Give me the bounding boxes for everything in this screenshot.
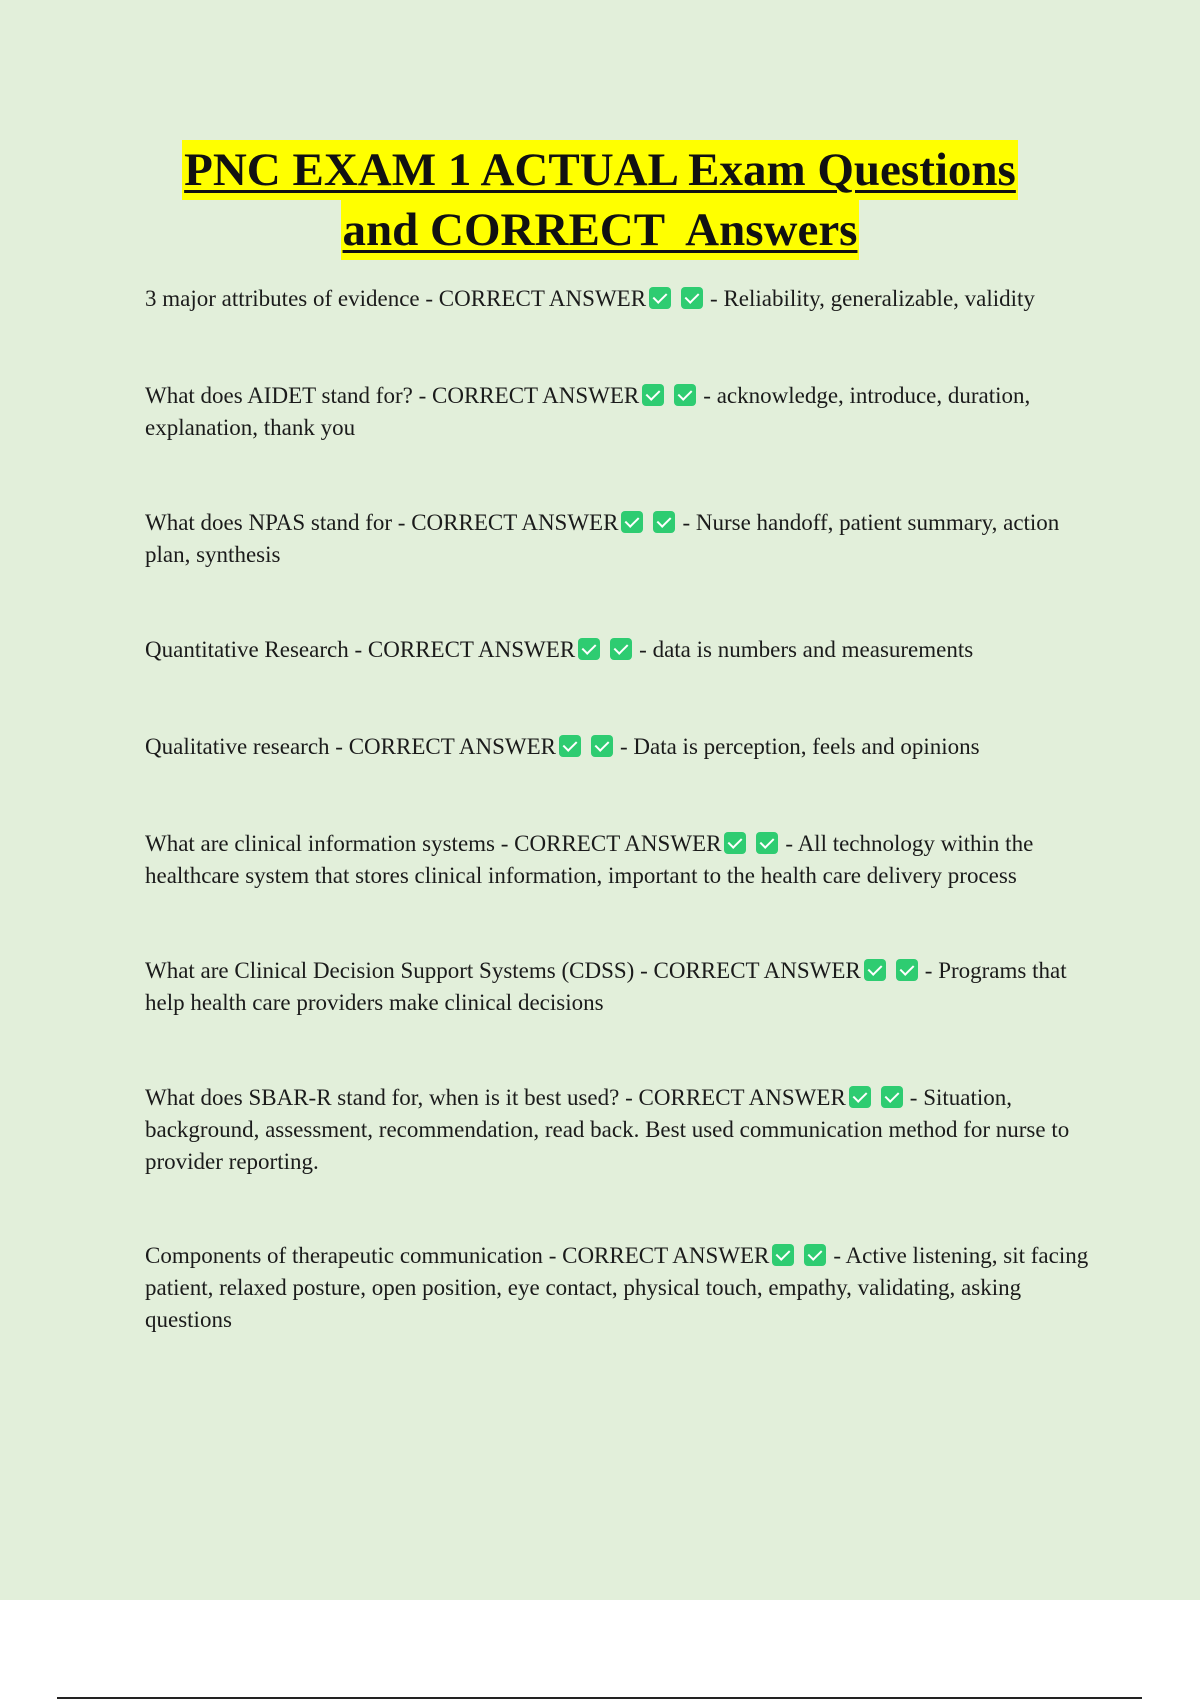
separator: - <box>619 1085 639 1110</box>
check-box-icon <box>674 384 696 406</box>
answer-text: acknowledge, introduce, duration, explanation, thank you <box>145 383 1031 440</box>
separator: - <box>634 958 654 983</box>
check-box-icon <box>642 384 664 406</box>
check-box-icon <box>724 832 746 854</box>
answer-text: Nurse handoff, patient summary, action plan, synthesis <box>145 510 1060 567</box>
answer-text: Programs that help health care providers make clinical decisions <box>145 958 1067 1015</box>
qa-item <box>145 283 1095 315</box>
qa-item <box>145 380 1095 444</box>
check-box-icon <box>756 832 778 854</box>
answer-dash: - <box>924 958 939 983</box>
correct-answer-marker: CORRECT ANSWER <box>411 510 619 535</box>
check-box-icon <box>591 735 613 757</box>
qa-item <box>145 1082 1095 1178</box>
question-text: What are Clinical Decision Support Systems (CDSS) <box>145 958 635 983</box>
correct-answer-marker: CORRECT ANSWER <box>348 734 556 759</box>
question-text: What are clinical information systems <box>145 831 495 856</box>
check-box-icon <box>649 287 671 309</box>
separator: - <box>329 734 349 759</box>
correct-answer-marker: CORRECT ANSWER <box>367 637 576 662</box>
question-text: What does AIDET stand for? <box>145 383 413 408</box>
check-box-icon <box>681 287 703 309</box>
answer-dash: - <box>710 286 724 311</box>
qa-item <box>145 634 1095 666</box>
answer-text: All technology within the healthcare system that stores clinical information, important to the health care delivery process <box>145 831 1034 888</box>
title-line-2: and CORRECT Answers <box>341 200 860 260</box>
answer-text: Situation, background, assessment, recommendation, read back. Best used communication method for nurse to provider reporting. <box>145 1085 1070 1174</box>
qa-item <box>145 507 1095 571</box>
title-line-1: PNC EXAM 1 ACTUAL Exam Questions <box>182 140 1018 200</box>
question-text: What does SBAR-R stand for, when is it best used? <box>145 1085 620 1110</box>
check-box-icon <box>610 638 632 660</box>
check-box-icon <box>653 511 675 533</box>
question-text: What does NPAS stand for <box>145 510 393 535</box>
qa-item <box>145 828 1095 892</box>
correct-answer-marker: CORRECT ANSWER <box>562 1243 770 1268</box>
question-text: Quantitative Research <box>145 637 349 662</box>
answer-text: data is numbers and measurements <box>652 637 974 662</box>
separator: - <box>348 637 368 662</box>
correct-answer-marker: CORRECT ANSWER <box>432 383 640 408</box>
check-box-icon <box>864 959 886 981</box>
qa-item <box>145 731 1095 763</box>
question-text: Qualitative research <box>145 734 330 759</box>
correct-answer-marker: CORRECT ANSWER <box>438 286 647 311</box>
check-box-icon <box>896 959 918 981</box>
separator: - <box>412 383 433 408</box>
check-box-icon <box>804 1244 826 1266</box>
check-box-icon <box>881 1086 903 1108</box>
answer-text: Data is perception, feels and opinions <box>633 734 980 759</box>
answer-dash: - <box>703 383 717 408</box>
answer-text: Active listening, sit facing patient, relaxed posture, open position, eye contact, physical touch, empathy, validating, asking questions <box>145 1243 1089 1332</box>
answer-dash: - <box>682 510 696 535</box>
correct-answer-marker: CORRECT ANSWER <box>514 831 722 856</box>
document-title <box>0 140 1200 260</box>
check-box-icon <box>578 638 600 660</box>
footer-divider <box>57 1697 1142 1699</box>
answer-dash: - <box>909 1085 924 1110</box>
answer-dash: - <box>619 734 634 759</box>
answer-dash: - <box>833 1243 846 1268</box>
check-box-icon <box>772 1244 794 1266</box>
answer-dash: - <box>639 637 653 662</box>
answer-dash: - <box>785 831 798 856</box>
answer-text: Reliability, generalizable, validity <box>723 286 1035 311</box>
separator: - <box>495 831 515 856</box>
separator: - <box>392 510 412 535</box>
separator: - <box>542 1243 563 1268</box>
question-text: Components of therapeutic communication <box>145 1243 543 1268</box>
check-box-icon <box>849 1086 871 1108</box>
correct-answer-marker: CORRECT ANSWER <box>638 1085 846 1110</box>
question-text: 3 major attributes of evidence <box>145 286 420 311</box>
qa-item <box>145 1240 1095 1336</box>
separator: - <box>419 286 439 311</box>
qa-item <box>145 955 1095 1019</box>
check-box-icon <box>559 735 581 757</box>
correct-answer-marker: CORRECT ANSWER <box>653 958 861 983</box>
check-box-icon <box>621 511 643 533</box>
